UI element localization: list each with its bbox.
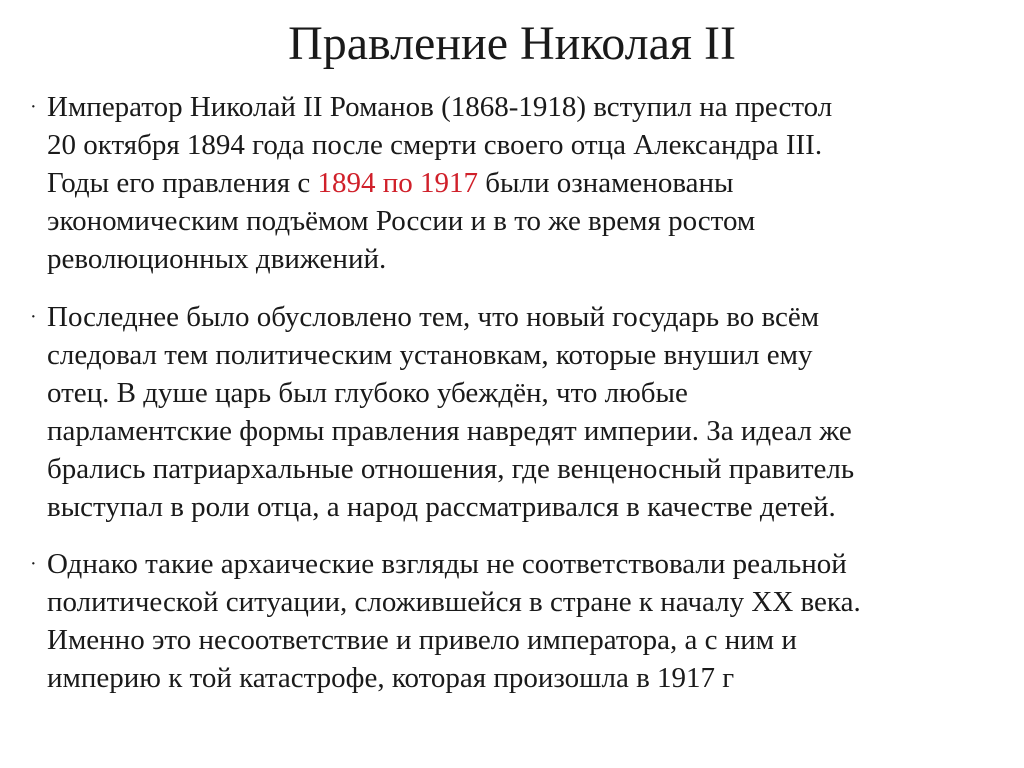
text-line: брались патриархальные отношения, где венценосный правитель: [47, 453, 855, 485]
text-line: империю к той катастрофе, которая произошла в 1917 г: [47, 662, 735, 694]
text-line: 20 октября 1894 года после смерти своего отца Александра III.: [47, 129, 823, 161]
highlighted-years: 1894 по 1917: [317, 167, 478, 199]
bullet-paragraph-1: [30, 88, 1020, 278]
bullet-paragraph-2: [30, 298, 1020, 526]
text-line: [47, 164, 1020, 202]
text-line: парламентские формы правления навредят империи. За идеал же: [47, 415, 852, 447]
bullet-dot-icon: ·: [30, 96, 37, 118]
text-fragment: Годы его правления с: [47, 167, 318, 199]
text-line: Император Николай II Романов (1868-1918) вступил на престол: [47, 91, 833, 123]
text-line: политической ситуации, сложившейся в стране к началу XX века.: [47, 586, 861, 618]
bullet-paragraph-3: [30, 545, 1020, 697]
text-line: революционных движений.: [47, 243, 387, 275]
slide-title: Правление Николая II: [288, 17, 736, 70]
text-line: Именно это несоответствие и привело императора, а с ним и: [47, 624, 797, 656]
text-line: Последнее было обусловлено тем, что новый государь во всём: [47, 301, 820, 333]
text-line: отец. В душе царь был глубоко убеждён, что любые: [47, 377, 688, 409]
bullet-dot-icon: ·: [30, 553, 37, 575]
bullet-list: [30, 88, 1020, 717]
bullet-dot-icon: ·: [30, 306, 37, 328]
text-line: экономическим подъёмом России и в то же время ростом: [47, 205, 756, 237]
text-fragment: были ознаменованы: [478, 167, 734, 199]
text-line: следовал тем политическим установкам, которые внушил ему: [47, 339, 813, 371]
text-line: Однако такие архаические взгляды не соответствовали реальной: [47, 548, 847, 580]
text-line: выступал в роли отца, а народ рассматривался в качестве детей.: [47, 491, 836, 523]
